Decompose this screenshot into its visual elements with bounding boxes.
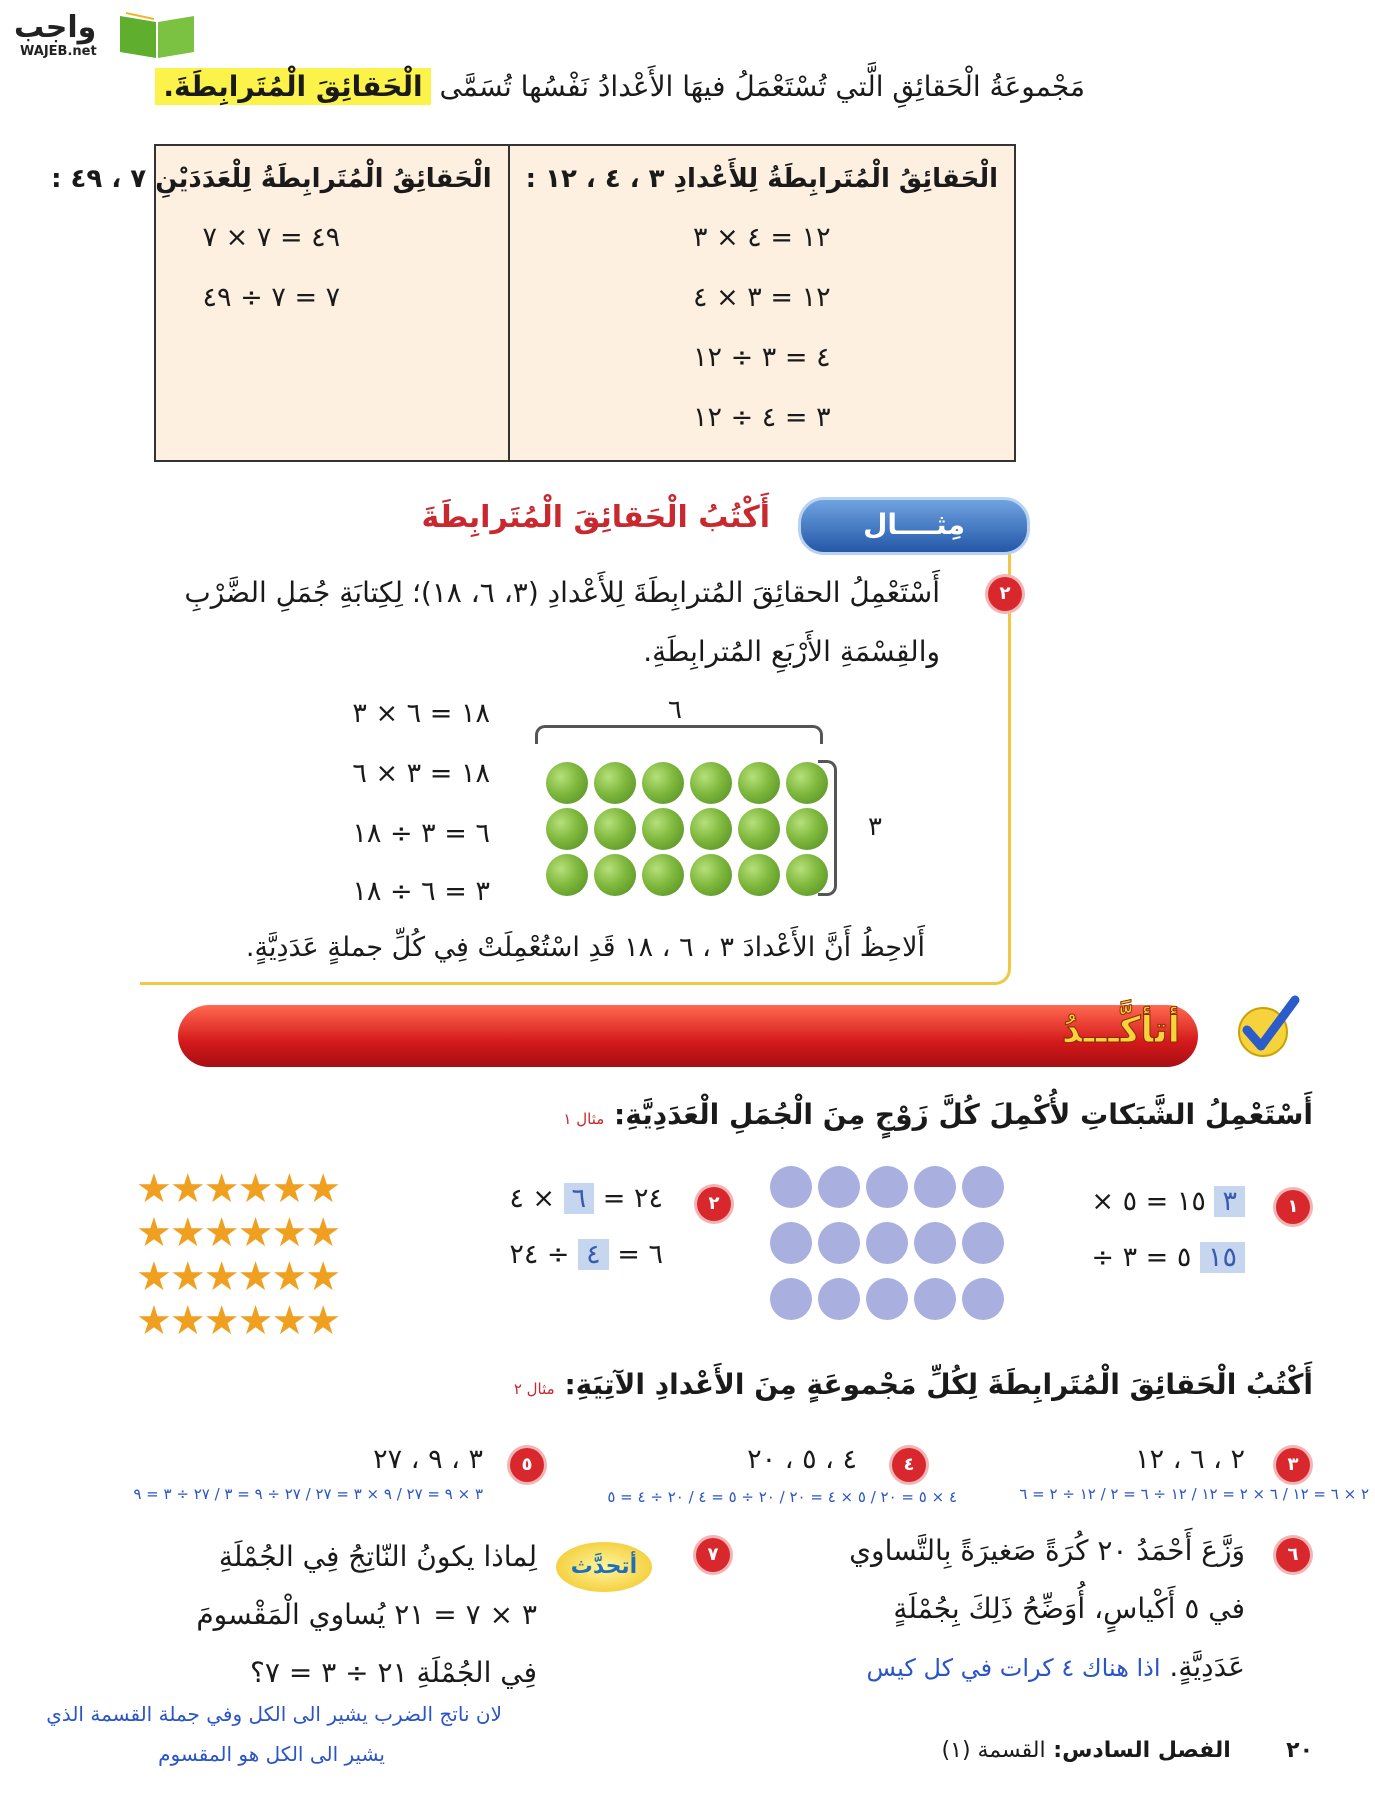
- array-top-brace: [535, 725, 823, 744]
- circle-icon: [770, 1222, 812, 1264]
- circle-icon: [914, 1278, 956, 1320]
- circle-icon: [962, 1166, 1004, 1208]
- example-badge: مِثــــال: [798, 497, 1030, 555]
- apple-icon: [594, 854, 636, 896]
- circle-icon: [770, 1278, 812, 1320]
- q7-line2: ٣ × ٧ = ٢١ يُساوي الْمَقْسومَ: [196, 1598, 537, 1631]
- section2-instruction-text: أَكْتُبُ الْحَقائِقَ الْمُتَرابِطَةَ لِكُلِّ مَجْموعَةٍ مِنَ الأَعْدادِ الآتِيَةِ:: [564, 1368, 1313, 1401]
- star-array: [136, 1167, 426, 1343]
- example-note: أَلاحِظُ أَنَّ الأَعْدادَ ٣ ، ٦ ، ١٨ قَدِ اسْتُعْمِلَتْ فِي كُلِّ جملةٍ عَدَدِيَّةٍ.: [245, 932, 925, 963]
- facts-column-right: [510, 146, 1014, 460]
- section2-ref: مثال ٢: [513, 1380, 555, 1398]
- q6-line3: [867, 1650, 1245, 1683]
- facts-column-left: [35, 146, 510, 460]
- circle-icon: [866, 1278, 908, 1320]
- q1-line2-text: ٥ = ٣ ÷: [1091, 1242, 1192, 1273]
- q6-line3-text: عَدَدِيَّةٍ.: [1169, 1650, 1245, 1683]
- apple-icon: [690, 808, 732, 850]
- question-badge-4: ٤: [892, 1448, 926, 1482]
- facts-right-line: ٣ = ٤ ÷ ١٢: [692, 402, 831, 433]
- apple-icon: [594, 808, 636, 850]
- section1-instruction-text: أَسْتَعْمِلُ الشَّبَكاتِ لأُكْمِلَ كُلَّ زَوْجٍ مِنَ الْجُمَلِ الْعَدَدِيَّةِ:: [614, 1098, 1313, 1131]
- q1-line1: [1091, 1186, 1245, 1217]
- star-row-icon: ★★★★★★: [136, 1254, 340, 1300]
- q6-answer: اذا هناك ٤ كرات في كل كيس: [866, 1654, 1161, 1682]
- example-equation: ١٨ = ٦ × ٣: [352, 698, 490, 729]
- apple-icon: [738, 808, 780, 850]
- q1-answer-box[interactable]: ٣: [1214, 1186, 1245, 1217]
- page-number: ٢٠: [1286, 1738, 1313, 1763]
- q2-answer-box[interactable]: ٤: [578, 1239, 609, 1270]
- facts-right-line: ١٢ = ٤ × ٣: [692, 222, 831, 253]
- logo-text: واجب: [14, 10, 97, 45]
- example-equation: ١٨ = ٣ × ٦: [352, 758, 490, 789]
- q6-line2: في ٥ أَكْياسٍ، أُوَضِّحُ ذَلِكَ بِجُمْلَةٍ: [893, 1592, 1245, 1625]
- apple-icon: [738, 762, 780, 804]
- apple-array: [538, 762, 828, 896]
- circle-icon: [818, 1278, 860, 1320]
- facts-left-line: ٧ = ٧ ÷ ٤٩: [202, 282, 341, 313]
- circle-array: [768, 1166, 1004, 1320]
- example-equation: ٣ = ٦ ÷ ١٨: [352, 876, 490, 907]
- section1-instruction: [563, 1098, 1313, 1131]
- facts-right-line: ١٢ = ٣ × ٤: [692, 282, 831, 313]
- question-badge-2: ٢: [697, 1187, 731, 1221]
- apple-icon: [690, 762, 732, 804]
- q5-answer: ٣ × ٩ = ٢٧ / ٩ × ٣ = ٢٧ / ٢٧ ÷ ٩ = ٣ / ٢٧ ÷ ٣ = ٩: [133, 1485, 483, 1503]
- question-badge-1: ١: [1276, 1190, 1310, 1224]
- star-row-icon: ★★★★★★: [136, 1298, 340, 1344]
- apple-icon: [546, 808, 588, 850]
- question-badge-6: ٦: [1276, 1538, 1310, 1572]
- footer-section: القسمة (١): [941, 1738, 1046, 1763]
- q3-answer: ٢ × ٦ = ١٢ / ٦ × ٢ = ١٢ / ١٢ ÷ ٦ = ٢ / ١٢ ÷ ٢ = ٦: [1019, 1485, 1369, 1503]
- q1-line2: [1091, 1242, 1245, 1273]
- intro-sentence: [155, 70, 1085, 103]
- facts-left-line: ٤٩ = ٧ × ٧: [202, 222, 341, 253]
- star-row-icon: ★★★★★★: [136, 1210, 340, 1256]
- apple-icon: [690, 854, 732, 896]
- circle-icon: [818, 1222, 860, 1264]
- circle-icon: [914, 1222, 956, 1264]
- q2-line2-post: ÷ ٢٤: [509, 1239, 570, 1270]
- circle-icon: [770, 1166, 812, 1208]
- facts-left-heading: الْحَقائِقُ الْمُتَرابِطَةُ لِلْعَدَدَيْنِ ٧ ، ٤٩ :: [51, 164, 492, 194]
- circle-icon: [914, 1166, 956, 1208]
- facts-right-line: ٤ = ٣ ÷ ١٢: [692, 342, 831, 373]
- circle-icon: [818, 1166, 860, 1208]
- q7-answer-line1: لان ناتج الضرب يشير الى الكل وفي جملة القسمة الذي: [46, 1702, 502, 1726]
- example-number-badge: ٢: [988, 577, 1022, 611]
- q1-line1-text: ١٥ = ٥ ×: [1091, 1186, 1206, 1217]
- q4-answer: ٤ × ٥ = ٢٠ / ٥ × ٤ = ٢٠ / ٢٠ ÷ ٥ = ٤ / ٢٠ ÷ ٤ = ٥: [607, 1488, 957, 1506]
- apple-icon: [786, 854, 828, 896]
- circle-icon: [866, 1166, 908, 1208]
- apple-icon: [594, 762, 636, 804]
- check-section-title: أتأكَّـــدُ: [1061, 1010, 1180, 1051]
- section1-ref: مثال ١: [563, 1110, 605, 1128]
- apple-icon: [738, 854, 780, 896]
- q2-line1-post: × ٤: [509, 1183, 556, 1214]
- q2-answer-box[interactable]: ٦: [564, 1183, 595, 1214]
- question-badge-7: ٧: [696, 1538, 730, 1572]
- q1-answer-box[interactable]: ١٥: [1200, 1242, 1245, 1273]
- q3-numbers: ٢ ، ٦ ، ١٢: [1135, 1444, 1245, 1475]
- q7-line1: لِماذا يكونُ النّاتِجُ فِي الجُمْلَةِ: [218, 1540, 537, 1573]
- q2-line2-text: ٦ =: [617, 1239, 663, 1270]
- q2-line2: [509, 1239, 663, 1270]
- footer-chapter: الفصل السادس:: [1053, 1738, 1231, 1763]
- book-icon: [118, 8, 196, 60]
- q5-numbers: ٣ ، ٩ ، ٢٧: [373, 1444, 483, 1475]
- facts-right-heading: الْحَقائِقُ الْمُتَرابِطَةُ لِلأَعْدادِ ٣ ، ٤ ، ١٢ :: [525, 164, 998, 194]
- checkmark-icon: [1233, 992, 1303, 1062]
- q2-line1-text: ٢٤ =: [602, 1183, 663, 1214]
- circle-icon: [962, 1222, 1004, 1264]
- apple-icon: [786, 762, 828, 804]
- apple-icon: [642, 808, 684, 850]
- intro-highlight: الْحَقائِقَ الْمُتَرابِطَةَ.: [155, 68, 430, 105]
- q7-answer-line2: يشير الى الكل هو المقسوم: [158, 1742, 385, 1766]
- apple-icon: [546, 854, 588, 896]
- array-side-label: ٣: [868, 812, 882, 842]
- question-badge-3: ٣: [1276, 1448, 1310, 1482]
- circle-icon: [962, 1278, 1004, 1320]
- example-equation: ٦ = ٣ ÷ ١٨: [352, 818, 490, 849]
- apple-icon: [642, 854, 684, 896]
- talk-badge: أتحدَّث: [556, 1542, 652, 1592]
- example-title: أَكْتُبُ الْحَقائِقَ الْمُتَرابِطَةَ: [421, 500, 770, 535]
- apple-icon: [642, 762, 684, 804]
- apple-icon: [546, 762, 588, 804]
- array-top-label: ٦: [668, 695, 682, 725]
- star-row-icon: ★★★★★★: [136, 1166, 340, 1212]
- q2-line1: [509, 1183, 663, 1214]
- question-badge-5: ٥: [510, 1448, 544, 1482]
- circle-icon: [866, 1222, 908, 1264]
- q7-line3: فِي الجُمْلَةِ ٢١ ÷ ٣ = ٧؟: [250, 1656, 537, 1689]
- q4-numbers: ٤ ، ٥ ، ٢٠: [747, 1444, 857, 1475]
- example-text-line2: والقِسْمَةِ الأَرْبَعِ المُترابِطَةِ.: [643, 635, 940, 668]
- related-facts-table: [51, 144, 1016, 462]
- example-text-line1: أَسْتَعْمِلُ الحقائِقَ المُترابِطَةَ لِلأَعْدادِ (٣، ٦، ١٨)؛ لِكِتابَةِ جُمَلِ الضَّرْبِ: [184, 576, 940, 609]
- check-section-bar: [178, 1005, 1198, 1067]
- section2-instruction: [514, 1368, 1313, 1401]
- intro-text: مَجْموعَةُ الْحَقائِقِ الَّتي تُسْتَعْمَلُ فيهَا الأَعْدادُ نَفْسُها تُسَمَّى: [439, 70, 1085, 103]
- q6-line1: وَزَّعَ أَحْمَدُ ٢٠ كُرَةً صَغيرَةً بِالتَّساوي: [849, 1534, 1245, 1567]
- logo-subtext: WAJEB.net: [20, 44, 97, 59]
- apple-icon: [786, 808, 828, 850]
- footer: [942, 1738, 1313, 1763]
- wajeb-logo: [10, 4, 190, 66]
